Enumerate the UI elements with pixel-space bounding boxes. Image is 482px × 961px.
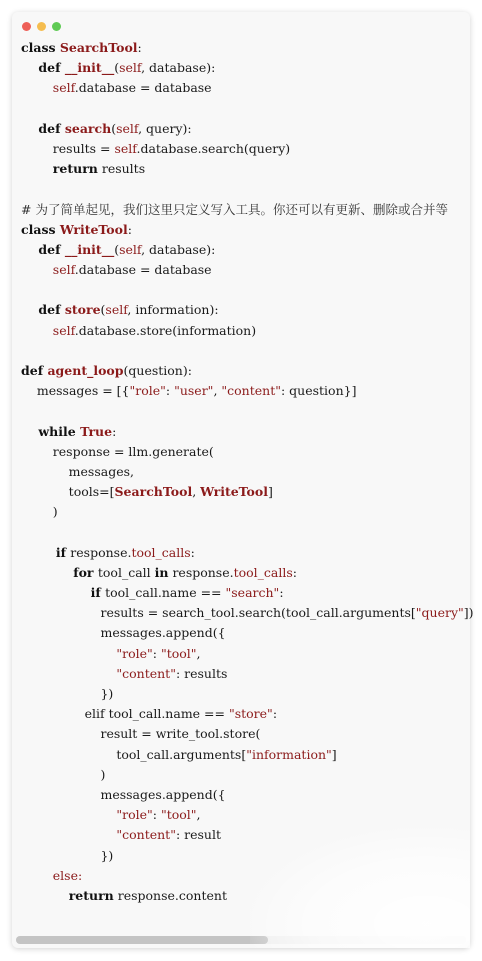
code-token-plain: , database):: [141, 60, 216, 76]
code-token-plain: }): [21, 686, 114, 701]
code-line: [21, 462, 470, 482]
scrollbar-thumb[interactable]: [16, 936, 268, 944]
code-line: [21, 38, 470, 58]
code-token-name: __init__: [64, 60, 115, 76]
code-token-plain: :: [272, 706, 278, 722]
code-token-comment: # 为了简单起见，我们这里只定义写入工具。你还可以有更新、删除或合并等: [21, 201, 448, 217]
code-token-self: self: [119, 60, 142, 76]
code-line: [21, 119, 470, 139]
code-token-plain: ]: [331, 746, 337, 762]
code-line: [21, 482, 470, 502]
code-token-keyword: in: [154, 564, 169, 580]
code-line: [21, 179, 470, 199]
code-token-plain: :: [152, 807, 161, 823]
code-token-string: "query": [415, 605, 464, 621]
code-line: [21, 159, 470, 179]
code-line: [21, 543, 470, 563]
code-token-self: tool_calls: [131, 544, 191, 560]
code-line: [21, 361, 470, 381]
horizontal-scrollbar[interactable]: [16, 936, 466, 944]
code-token-keyword: def: [21, 60, 65, 76]
code-token-string: "search": [225, 585, 280, 601]
code-token-plain: tools=[: [21, 484, 115, 500]
close-dot-icon[interactable]: [22, 22, 31, 31]
code-token-self: self: [52, 262, 75, 278]
code-token-plain: :: [152, 645, 161, 661]
code-token-plain: (question):: [123, 363, 192, 378]
code-token-plain: .database = database: [74, 80, 212, 96]
code-token-plain: (: [111, 120, 117, 136]
code-token-name: True: [80, 423, 113, 439]
code-line: [21, 99, 470, 119]
code-line: [21, 603, 474, 623]
code-token-keyword: def: [21, 363, 48, 378]
code-token-plain: : result: [175, 827, 221, 843]
code-token-plain: ]: [267, 484, 273, 500]
code-token-plain: .database.search(query): [136, 140, 291, 156]
code-token-self: else:: [21, 867, 83, 883]
code-line: [21, 684, 470, 704]
code-token-plain: (: [114, 60, 120, 76]
code-token-plain: :: [127, 221, 132, 237]
code-token-name: agent_loop: [47, 363, 124, 378]
code-token-plain: .database.store(information): [74, 322, 257, 338]
code-token-plain: messages,: [21, 463, 135, 479]
code-line: [21, 846, 470, 866]
code-token-keyword: if: [21, 544, 71, 560]
maximize-dot-icon[interactable]: [52, 22, 61, 31]
code-line: [21, 623, 470, 643]
code-line: [21, 381, 470, 401]
code-token-self: self: [116, 120, 139, 136]
code-line: [21, 58, 470, 78]
code-token-keyword: return: [68, 887, 114, 903]
code-token-plain: ): [21, 766, 106, 782]
code-token-plain: messages.append({: [21, 625, 226, 641]
code-line: [21, 78, 470, 98]
code-line: [21, 765, 470, 785]
code-token-plain: ]): [463, 605, 474, 621]
code-token-plain: (: [114, 241, 120, 257]
code-token-self: self: [114, 140, 137, 156]
code-token-name: SearchTool: [59, 40, 138, 55]
code-token-string: "information": [246, 746, 332, 762]
code-token-plain: [21, 323, 53, 338]
code-token-plain: (: [100, 302, 106, 318]
code-token-keyword: def: [21, 120, 65, 136]
code-token-string: "user": [174, 383, 214, 399]
code-token-plain: result = write_tool.store(: [21, 726, 261, 742]
code-token-string: "role": [116, 645, 153, 661]
code-token-plain: : question}]: [280, 383, 357, 399]
code-line: [21, 724, 470, 744]
code-token-keyword: while: [21, 423, 81, 439]
code-token-plain: messages = [{: [21, 383, 130, 399]
code-token-plain: [21, 827, 116, 842]
code-token-name: SearchTool: [114, 484, 193, 500]
code-line: [21, 583, 470, 603]
code-token-self: self: [52, 322, 75, 338]
window-controls: [22, 22, 61, 31]
code-token-string: "role": [129, 383, 166, 399]
code-token-plain: response.: [168, 564, 234, 580]
code-token-self: self: [105, 302, 128, 318]
code-line: [21, 220, 470, 240]
code-token-plain: [21, 80, 53, 95]
code-token-string: "content": [116, 827, 176, 843]
code-line: [21, 563, 470, 583]
code-line: [21, 139, 470, 159]
code-line: [21, 240, 470, 260]
code-line: [21, 886, 470, 906]
code-token-plain: , database):: [141, 241, 216, 257]
code-token-plain: [21, 161, 53, 176]
code-token-plain: response = llm.generate(: [21, 443, 214, 459]
code-line: [21, 401, 470, 421]
code-token-keyword: def: [21, 302, 65, 318]
code-token-name: WriteTool: [200, 484, 268, 500]
code-line: [21, 200, 470, 220]
code-token-plain: ,: [213, 383, 222, 399]
code-line: [21, 785, 470, 805]
code-token-plain: ,: [196, 645, 201, 661]
code-token-string: "tool": [160, 807, 197, 823]
code-line: [21, 280, 470, 300]
code-token-plain: :: [165, 383, 175, 399]
code-token-plain: response.: [70, 544, 132, 560]
code-token-name: __init__: [64, 241, 115, 257]
code-line: [21, 260, 470, 280]
code-token-keyword: def: [21, 241, 65, 257]
code-token-plain: }): [21, 847, 114, 863]
code-token-string: "role": [116, 807, 153, 823]
code-token-keyword: class: [21, 221, 60, 237]
code-token-plain: [21, 646, 116, 661]
code-line: [21, 321, 470, 341]
code-token-plain: results = search_tool.search(tool_call.arguments[: [21, 605, 416, 621]
code-token-keyword: class: [21, 40, 60, 55]
code-line: [21, 664, 470, 684]
code-token-string: "store": [228, 706, 273, 722]
code-token-keyword: for: [21, 564, 98, 580]
code-line: [21, 422, 470, 442]
code-token-plain: : results: [175, 665, 228, 681]
code-token-plain: tool_call.name ==: [105, 585, 226, 601]
code-token-self: self: [119, 241, 142, 257]
code-token-plain: results =: [21, 140, 115, 156]
code-token-plain: ,: [196, 807, 201, 823]
code-token-plain: :: [137, 40, 142, 55]
code-line: [21, 300, 470, 320]
code-token-plain: messages.append({: [21, 786, 226, 802]
code-token-plain: .database = database: [74, 262, 212, 278]
code-token-self: self: [52, 80, 75, 96]
code-token-string: "content": [116, 665, 176, 681]
code-token-plain: ,: [192, 484, 201, 500]
code-token-plain: results: [97, 161, 146, 177]
code-token-plain: :: [112, 423, 117, 439]
code-line: [21, 825, 470, 845]
code-line: [21, 704, 470, 724]
code-token-name: WriteTool: [59, 221, 128, 237]
code-line: [21, 523, 470, 543]
code-line: [21, 502, 470, 522]
code-token-plain: tool_call: [97, 564, 155, 580]
code-token-string: "tool": [160, 645, 197, 661]
code-line: [21, 866, 470, 886]
minimize-dot-icon[interactable]: [37, 22, 46, 31]
code-token-plain: tool_call.arguments[: [21, 746, 247, 762]
code-line: [21, 442, 470, 462]
code-token-plain: [21, 666, 116, 681]
code-window: [12, 12, 474, 948]
code-token-name: store: [64, 302, 101, 318]
code-token-plain: :: [279, 585, 284, 601]
code-line: [21, 745, 470, 765]
code-token-plain: ): [21, 504, 58, 520]
code-token-plain: :: [292, 564, 297, 580]
code-token-keyword: if: [21, 585, 106, 601]
code-token-keyword: return: [52, 161, 98, 177]
code-line: [21, 341, 470, 361]
code-token-plain: [21, 807, 116, 822]
code-token-plain: :: [190, 544, 195, 560]
code-line: [21, 644, 470, 664]
code-token-plain: response.content: [113, 887, 227, 903]
code-token-plain: , query):: [138, 120, 192, 136]
code-token-plain: [21, 262, 53, 277]
code-token-name: search: [64, 120, 112, 136]
code-block[interactable]: [21, 38, 474, 906]
code-token-string: "content": [221, 383, 281, 399]
code-token-plain: , information):: [127, 302, 219, 318]
code-token-self: tool_calls: [233, 564, 293, 580]
code-line: [21, 805, 470, 825]
code-token-plain: elif tool_call.name ==: [21, 706, 229, 722]
code-token-plain: [21, 888, 69, 903]
